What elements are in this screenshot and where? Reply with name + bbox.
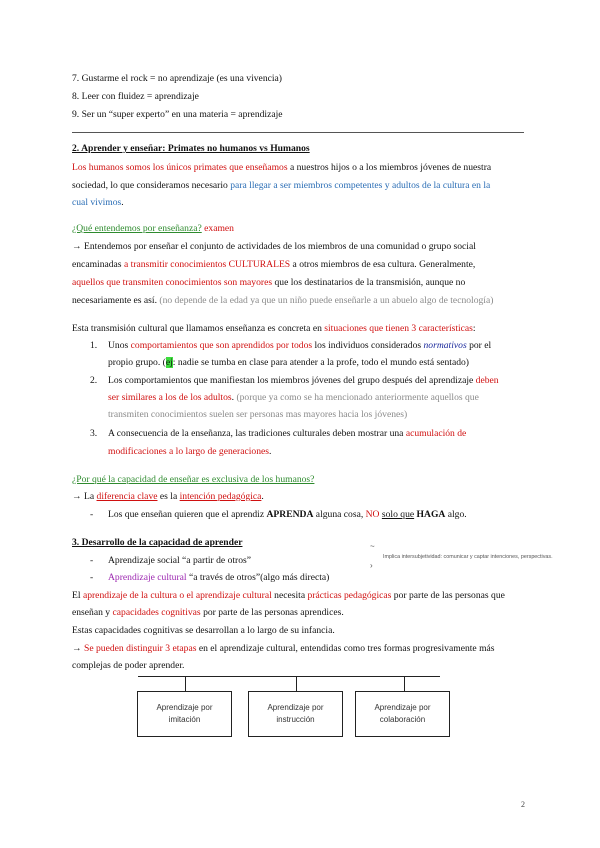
tilde-mark: ~: [370, 542, 375, 551]
def-text-c: que los destinatarios de la transmisión, aunque no: [272, 277, 466, 288]
item1-text-b: los individuos considerados: [312, 340, 424, 351]
stage-label: Aprendizaje por: [267, 703, 324, 712]
list-item-8: 8. Leer con fluidez = aprendizaje: [72, 91, 199, 102]
cultural-learning-bullet: [90, 571, 329, 584]
characteristic-1: [90, 339, 491, 352]
stage-label: Aprendizaje por: [156, 703, 213, 712]
p2-red: capacidades cognitivas: [112, 607, 201, 618]
stage-label: Aprendizaje por: [374, 703, 431, 712]
answer-line: [72, 490, 264, 503]
intro-blue-2: cual vivimos: [72, 197, 122, 208]
haga: HAGA: [416, 509, 446, 520]
ans-arrow: → La: [72, 491, 97, 502]
definition-line-3: [72, 276, 465, 289]
def-red: a transmitir conocimientos CULTURALES: [123, 259, 291, 270]
p1-a: El: [72, 590, 83, 601]
cognitive-para: Estas capacidades cognitivas se desarrollan a lo largo de su infancia.: [72, 625, 335, 636]
solo-que: solo que: [381, 509, 415, 520]
bullet-text: Los que enseñan quieren que el aprendiz: [108, 509, 267, 520]
p2-a: enseñan y: [72, 607, 113, 618]
cultural-learning: Aprendizaje cultural: [108, 572, 187, 583]
social-learning-bullet: [90, 554, 251, 567]
item1-l2: propio grupo. (: [108, 357, 166, 368]
diagram-top-line: [138, 676, 440, 677]
stages-para: [72, 642, 495, 655]
stage-type: imitación: [168, 715, 201, 724]
ans-pedagogic-intention: intención pedagógica: [179, 491, 262, 502]
item3-red: acumulación de: [405, 428, 467, 439]
answer-bullet: [90, 508, 467, 521]
item2-red-2: ser similares a los de los adultos: [108, 392, 232, 403]
bullet-dash: -: [90, 555, 94, 566]
list-item-7: 7. Gustarme el rock = no aprendizaje (es una vivencia): [72, 73, 282, 84]
connector: [185, 676, 186, 691]
ans-text: es la: [157, 491, 180, 502]
intro-text-2: sociedad, lo que consideramos necesario: [72, 180, 231, 191]
trans-red: situaciones que tienen 3 características: [324, 323, 473, 334]
trans-end: :: [472, 323, 476, 334]
aprenda: APRENDA: [266, 509, 314, 520]
intro-end: .: [121, 197, 124, 208]
social-learning: Aprendizaje social “a partir de otros”: [108, 555, 252, 566]
def-red-2: aquellos que transmiten conocimientos son mayores: [72, 277, 273, 288]
intro-line-1: [72, 161, 491, 174]
list-item-9: 9. Ser un “super experto” en una materia = aprendizaje: [72, 109, 283, 120]
def-note: (no depende de la edad ya que un niño puede enseñarle a un abuelo algo de tecnología): [159, 295, 494, 306]
exam-tag: examen: [201, 223, 234, 234]
characteristic-2-line-3: transmiten conocimientos suelen ser personas mas mayores hacia los jóvenes): [108, 409, 408, 420]
question-1-text: ¿Qué entendemos por enseñanza?: [72, 223, 202, 234]
def-text-d: necesariamente es así.: [72, 295, 160, 306]
def-text: encaminadas: [72, 259, 124, 270]
item-number: 3.: [90, 428, 98, 439]
bullet-text-b: alguna cosa,: [313, 509, 366, 520]
item1-normativos: normativos: [423, 340, 467, 351]
divider: [72, 132, 524, 133]
definition-line-1: → Entendemos por enseñar el conjunto de actividades de los miembros de una comunidad o grupo social: [72, 241, 476, 252]
side-note: Implica intersubjetividad: comunicar y captar intenciones, perspectivas.: [383, 554, 553, 560]
cultural-learning-rest: “a través de otros”(algo más directa): [186, 572, 330, 583]
characteristic-3: [90, 427, 466, 440]
p1-red: aprendizaje de la cultura o el aprendizaje cultural: [82, 590, 272, 601]
transmission-line: [72, 322, 476, 335]
characteristic-2: [90, 374, 499, 387]
stage-instruction: [248, 691, 343, 737]
stages-para-2: complejas de poder aprender.: [72, 660, 185, 671]
def-text-b: a otros miembros de esa cultura. Generalmente,: [290, 259, 476, 270]
highlighted-ej: ej: [165, 357, 173, 368]
characteristic-3-line-2: [108, 445, 271, 458]
bullet-dash: -: [90, 572, 94, 583]
item-number: 2.: [90, 375, 98, 386]
connector: [404, 676, 405, 691]
chevron-right-icon: ›: [370, 561, 373, 570]
cultural-para-1: [72, 589, 505, 602]
p1-red-2: prácticas pedagógicas: [307, 590, 392, 601]
intro-line-3: [72, 196, 124, 209]
page-number: 2: [521, 800, 525, 809]
stage-type: instrucción: [276, 715, 315, 724]
section-3-heading: 3. Desarrollo de la capacidad de aprender: [72, 537, 243, 548]
p4-arrow: →: [72, 643, 84, 654]
characteristic-1-line-2: [108, 356, 469, 369]
ans-key-difference: diferencia clave: [96, 491, 158, 502]
intro-text: a nuestros hijos o a los miembros jóvenes de nuestra: [287, 162, 492, 173]
item3-red-2: modificaciones a lo largo de generaciones: [108, 446, 269, 457]
no-word: NO: [365, 509, 380, 520]
cultural-para-2: [72, 606, 344, 619]
trans-text: Esta transmisión cultural que llamamos enseñanza es concreta en: [72, 323, 325, 334]
item3-end: .: [269, 446, 272, 457]
bullet-end: algo.: [445, 509, 467, 520]
intro-line-2: [72, 179, 490, 192]
item3-text: A consecuencia de la enseñanza, las tradiciones culturales deben mostrar una: [108, 428, 406, 439]
item2-note: (porque ya como se ha mencionado anteriormente aquellos que: [236, 392, 479, 403]
definition-line-4: [72, 294, 493, 307]
p1-b: necesita: [271, 590, 308, 601]
item1-l2-b: : nadie se tumba en clase para atender a la profe, todo el mundo está sentado): [172, 357, 469, 368]
ans-end: .: [261, 491, 264, 502]
item1-red: comportamientos que son aprendidos por todos: [130, 340, 313, 351]
definition-line-2: [72, 258, 475, 271]
item2-text: Los comportamientos que manifiestan los miembros jóvenes del grupo después del aprendizaje: [108, 375, 476, 386]
item1-text-c: por el: [466, 340, 492, 351]
connector: [296, 676, 297, 691]
intro-blue: para llegar a ser miembros competentes y adultos de la cultura en la: [230, 180, 491, 191]
stage-collaboration: [355, 691, 450, 737]
characteristic-2-line-2: [108, 391, 479, 404]
p2-b: por parte de las personas aprendices.: [200, 607, 344, 618]
item1-text: Unos: [108, 340, 131, 351]
bullet-dash: -: [90, 509, 94, 520]
p1-c: por parte de las personas que: [391, 590, 505, 601]
item2-punct: .: [231, 392, 237, 403]
p4-b: en el aprendizaje cultural, entendidas como tres formas progresivamente más: [196, 643, 495, 654]
stage-type: colaboración: [379, 715, 426, 724]
item2-red: deben: [475, 375, 499, 386]
intro-highlight: Los humanos somos los únicos primates que enseñamos: [72, 162, 288, 173]
p4-red: Se pueden distinguir 3 etapas: [84, 643, 197, 654]
item-number: 1.: [90, 340, 98, 351]
stage-imitation: [137, 691, 232, 737]
question-2: ¿Por qué la capacidad de enseñar es exclusiva de los humanos?: [72, 474, 315, 485]
question-1: [72, 222, 234, 235]
section-2-heading: 2. Aprender y enseñar: Primates no humanos vs Humanos: [72, 143, 310, 154]
